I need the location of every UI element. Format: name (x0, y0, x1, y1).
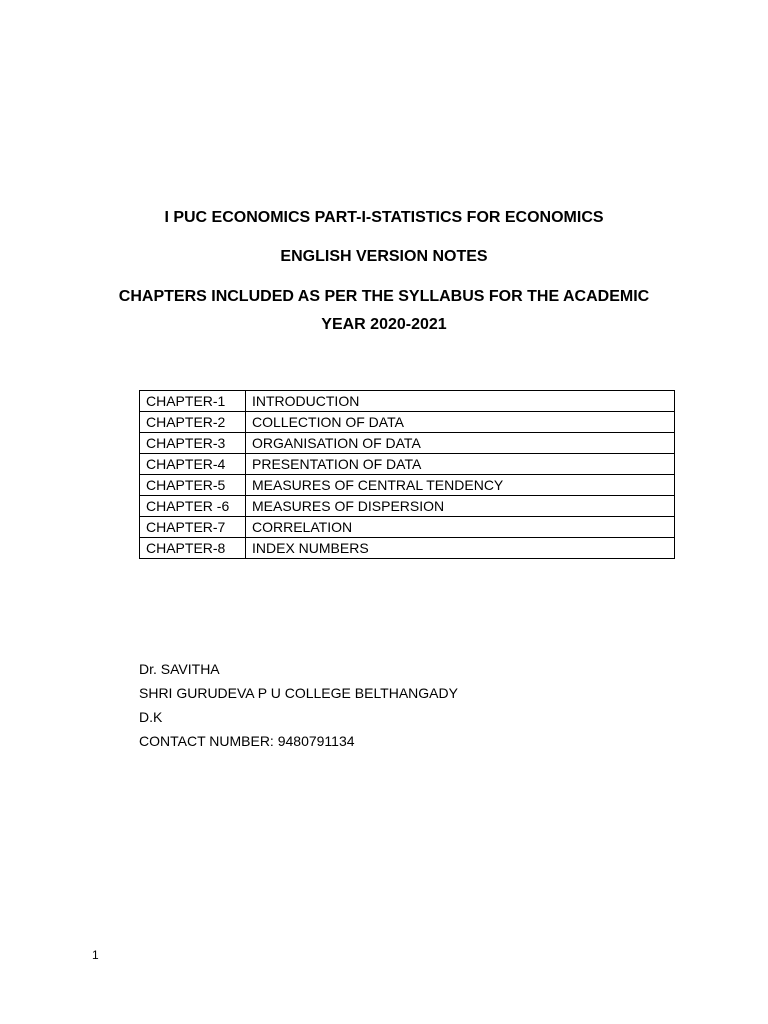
author-district: D.K (139, 709, 163, 725)
table-row (140, 391, 675, 412)
document-subtitle: ENGLISH VERSION NOTES (280, 248, 488, 265)
chapter-number: CHAPTER-1 (140, 391, 246, 412)
syllabus-heading (0, 283, 768, 339)
table-row (140, 433, 675, 454)
table-row (140, 412, 675, 433)
chapter-title: PRESENTATION OF DATA (246, 454, 675, 475)
table-row (140, 496, 675, 517)
syllabus-heading-line-2: YEAR 2020-2021 (321, 316, 447, 333)
chapter-number: CHAPTER-4 (140, 454, 246, 475)
author-name: Dr. SAVITHA (139, 661, 220, 677)
chapter-title: COLLECTION OF DATA (246, 412, 675, 433)
author-contact: CONTACT NUMBER: 9480791134 (139, 733, 355, 749)
chapter-title: INDEX NUMBERS (246, 538, 675, 559)
document-title: I PUC ECONOMICS PART-I-STATISTICS FOR ECONOMICS (164, 209, 604, 226)
chapter-title: MEASURES OF DISPERSION (246, 496, 675, 517)
chapter-number: CHAPTER-8 (140, 538, 246, 559)
chapter-title: ORGANISATION OF DATA (246, 433, 675, 454)
page-number: 1 (92, 948, 99, 962)
chapter-title: MEASURES OF CENTRAL TENDENCY (246, 475, 675, 496)
chapter-number: CHAPTER-5 (140, 475, 246, 496)
syllabus-heading-line-1: CHAPTERS INCLUDED AS PER THE SYLLABUS FOR THE ACADEMIC (118, 288, 650, 305)
table-row (140, 538, 675, 559)
chapter-number: CHAPTER -6 (140, 496, 246, 517)
table-row (140, 475, 675, 496)
chapter-title: INTRODUCTION (246, 391, 675, 412)
chapters-table (139, 390, 675, 559)
chapter-number: CHAPTER-2 (140, 412, 246, 433)
table-row (140, 454, 675, 475)
chapter-number: CHAPTER-3 (140, 433, 246, 454)
chapter-number: CHAPTER-7 (140, 517, 246, 538)
author-college: SHRI GURUDEVA P U COLLEGE BELTHANGADY (139, 685, 458, 701)
table-row (140, 517, 675, 538)
author-block (139, 657, 458, 753)
chapter-title: CORRELATION (246, 517, 675, 538)
